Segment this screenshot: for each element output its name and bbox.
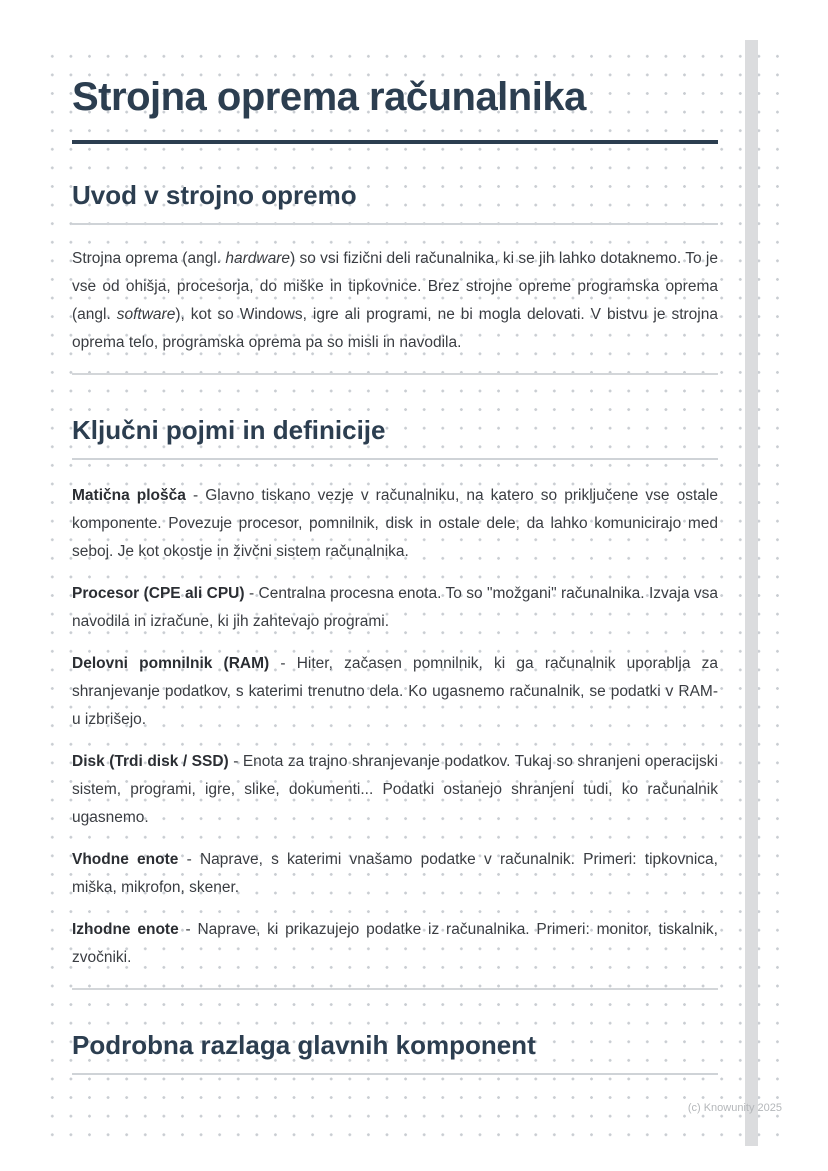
italic-term-hardware: hardware — [225, 250, 291, 267]
definition-text: - Centralna procesna enota. To so "možgani" računalnika. Izvaja vsa navodila in izračune, ki jih zahtevajo programi. — [72, 585, 718, 630]
intro-text-1: Strojna oprema (angl. — [72, 250, 226, 267]
intro-text-3: ), kot so Windows, igre ali programi, ne bi mogla delovati. V bistvu je strojna oprema telo, programska oprema pa so misli in navodila. — [72, 306, 718, 351]
definition-output-devices — [72, 916, 718, 972]
definition-term: Matična plošča — [72, 487, 186, 504]
page-edge-bar — [745, 40, 758, 1146]
definition-text: - Naprave, ki prikazujejo podatke iz računalnika. Primeri: monitor, tiskalnik, zvočniki. — [72, 921, 718, 966]
document-content — [72, 40, 718, 1075]
definition-text: - Glavno tiskano vezje v računalniku, na katero so priključene vse ostale komponente. Povezuje procesor, pomnilnik, disk in ostale dele, da lahko komunicirajo med seboj. Je kot okostje in živčni sistem računalnika. — [72, 487, 718, 560]
section-heading-intro: Uvod v strojno opremo — [72, 180, 718, 225]
definition-term: Delovni pomnilnik (RAM) — [72, 655, 270, 672]
definition-term: Vhodne enote — [72, 851, 179, 868]
intro-text-2: ) so vsi fizični deli računalnika, ki se jih lahko dotaknemo. To je vse od ohišja, procesorja, do miške in tipkovnice. Brez strojne opreme programska oprema (angl. — [72, 250, 718, 323]
definition-term: Izhodne enote — [72, 921, 179, 938]
definition-disk — [72, 748, 718, 832]
intro-paragraph — [72, 245, 718, 357]
section-divider — [72, 373, 718, 375]
notebook-page — [38, 40, 790, 1146]
definition-cpu — [72, 580, 718, 636]
definition-text: - Hiter, začasen pomnilnik, ki ga računalnik uporablja za shranjevanje podatkov, s katerimi trenutno dela. Ko ugasnemo računalnik, se podatki v RAM-u izbrišejo. — [72, 655, 718, 728]
italic-term-software: software — [116, 306, 176, 323]
section-heading-key-terms: Ključni pojmi in definicije — [72, 415, 718, 460]
definition-text: - Enota za trajno shranjevanje podatkov. Tukaj so shranjeni operacijski sistem, programi, igre, slike, dokumenti... Podatki ostanejo shranjeni tudi, ko računalnik ugasnemo. — [72, 753, 718, 826]
definition-text: - Naprave, s katerimi vnašamo podatke v računalnik. Primeri: tipkovnica, miška, mikrofon, skener. — [72, 851, 718, 896]
footer-credit: (c) Knowunity 2025 — [687, 1102, 782, 1114]
definition-term: Procesor (CPE ali CPU) — [72, 585, 245, 602]
definition-term: Disk (Trdi disk / SSD) — [72, 753, 229, 770]
page-title: Strojna oprema računalnika — [72, 40, 718, 144]
definition-motherboard — [72, 482, 718, 566]
definition-input-devices — [72, 846, 718, 902]
definition-ram — [72, 650, 718, 734]
section-divider — [72, 988, 718, 990]
section-heading-components: Podrobna razlaga glavnih komponent — [72, 1030, 718, 1075]
